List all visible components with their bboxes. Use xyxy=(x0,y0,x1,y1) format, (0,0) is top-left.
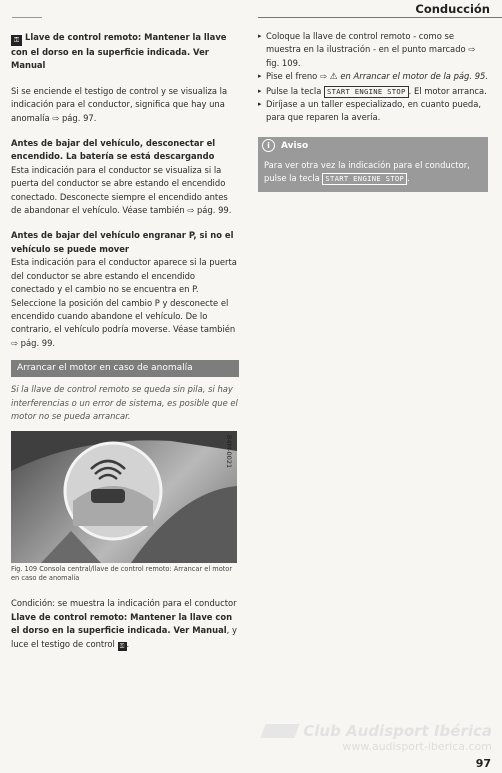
figure-console xyxy=(11,431,237,563)
heading-ignition-off: Antes de bajar del vehículo, desconectar el encendido. La batería se está descargando xyxy=(11,138,216,162)
warning-heading-key: ⚿ Llave de control remoto: Mantener la llave con el dorso en la superficie indicada. Ver Manual xyxy=(11,32,227,71)
step-place-key: ▸ Coloque la llave de control remoto - como se muestra en la ilustración - en el punto marcado ⇨ fig. 109. xyxy=(258,30,488,70)
step-press-start-button: ▸ Pulse la tecla START ENGINE STOP . El motor arranca. xyxy=(258,85,488,98)
condition-paragraph: Condición: se muestra la indicación para el conductor Llave de control remoto: Mantener la llave con el dorso en la superficie indicada. Ver Manual, y luce el testigo de control ⚿ . xyxy=(11,598,237,650)
section-header-title: Conducción xyxy=(415,2,490,16)
intro-paragraph: Si la llave de control remoto se queda sin pila, si hay interferencias o un error de sistema, es posible que el motor no se pueda arrancar. xyxy=(11,384,238,421)
notice-header: i Aviso xyxy=(258,137,488,155)
figure-code: B4M-0021 xyxy=(225,435,233,469)
right-column xyxy=(258,30,488,192)
top-rule-mark xyxy=(12,17,42,18)
heading-engage-p: Antes de bajar del vehículo engranar P, si no el vehículo se puede mover xyxy=(11,230,234,254)
key-warning-icon-inline: ⚿ xyxy=(118,642,127,651)
notice-box xyxy=(258,137,488,192)
anomaly-paragraph: Si se enciende el testigo de control y se visualiza la indicación para el conductor, significa que hay una anomalía ⇨ pág. 97. xyxy=(11,85,228,123)
paragraph-ignition-off: Esta indicación para el conductor se visualiza si la puerta del conductor se abre estando el encendido conectado. Desconecte siempre el encendido antes de abandonar el vehículo. Véase también ⇨ pág. 99. xyxy=(11,164,232,216)
figure-caption: Fig. 109 Consola central/llave de control remoto: Arrancar el motor en caso de anomalía xyxy=(11,565,233,583)
key-warning-icon: ⚿ xyxy=(11,35,22,46)
header-rule xyxy=(258,17,502,18)
club-logo-icon xyxy=(261,724,300,738)
notice-body: Para ver otra vez la indicación para el conductor, pulse la tecla START ENGINE STOP . xyxy=(264,159,470,184)
console-illustration xyxy=(11,431,237,563)
start-engine-stop-label: START ENGINE STOP xyxy=(324,86,409,98)
left-column xyxy=(11,31,239,651)
warning-triangle-icon: ⚠ xyxy=(329,72,338,83)
section-bar-start-engine: Arrancar el motor en caso de anomalía xyxy=(11,360,239,377)
remote-key-shape xyxy=(91,489,125,503)
step-press-brake: ▸ Pise el freno ⇨ ⚠ en Arrancar el motor de la pág. 95. xyxy=(258,70,488,84)
start-engine-stop-label-notice: START ENGINE STOP xyxy=(322,173,407,185)
paragraph-engage-p: Esta indicación para el conductor aparece si la puerta del conductor se abre estando el encendido conectado y el cambio no se encuentra en P. Seleccione la posición del cambio P y desconecte el encendido cuando abandone el vehículo. De lo contrario, el vehículo podría moverse. Véase también ⇨ pág. 99. xyxy=(11,257,237,348)
info-icon: i xyxy=(262,139,275,152)
page-number: 97 xyxy=(475,757,491,770)
watermark: Club Audisport Ibérica www.audisport-iberica.com xyxy=(263,722,492,753)
step-visit-workshop: ▸ Diríjase a un taller especializado, en cuanto pueda, para que reparen la avería. xyxy=(258,98,488,125)
